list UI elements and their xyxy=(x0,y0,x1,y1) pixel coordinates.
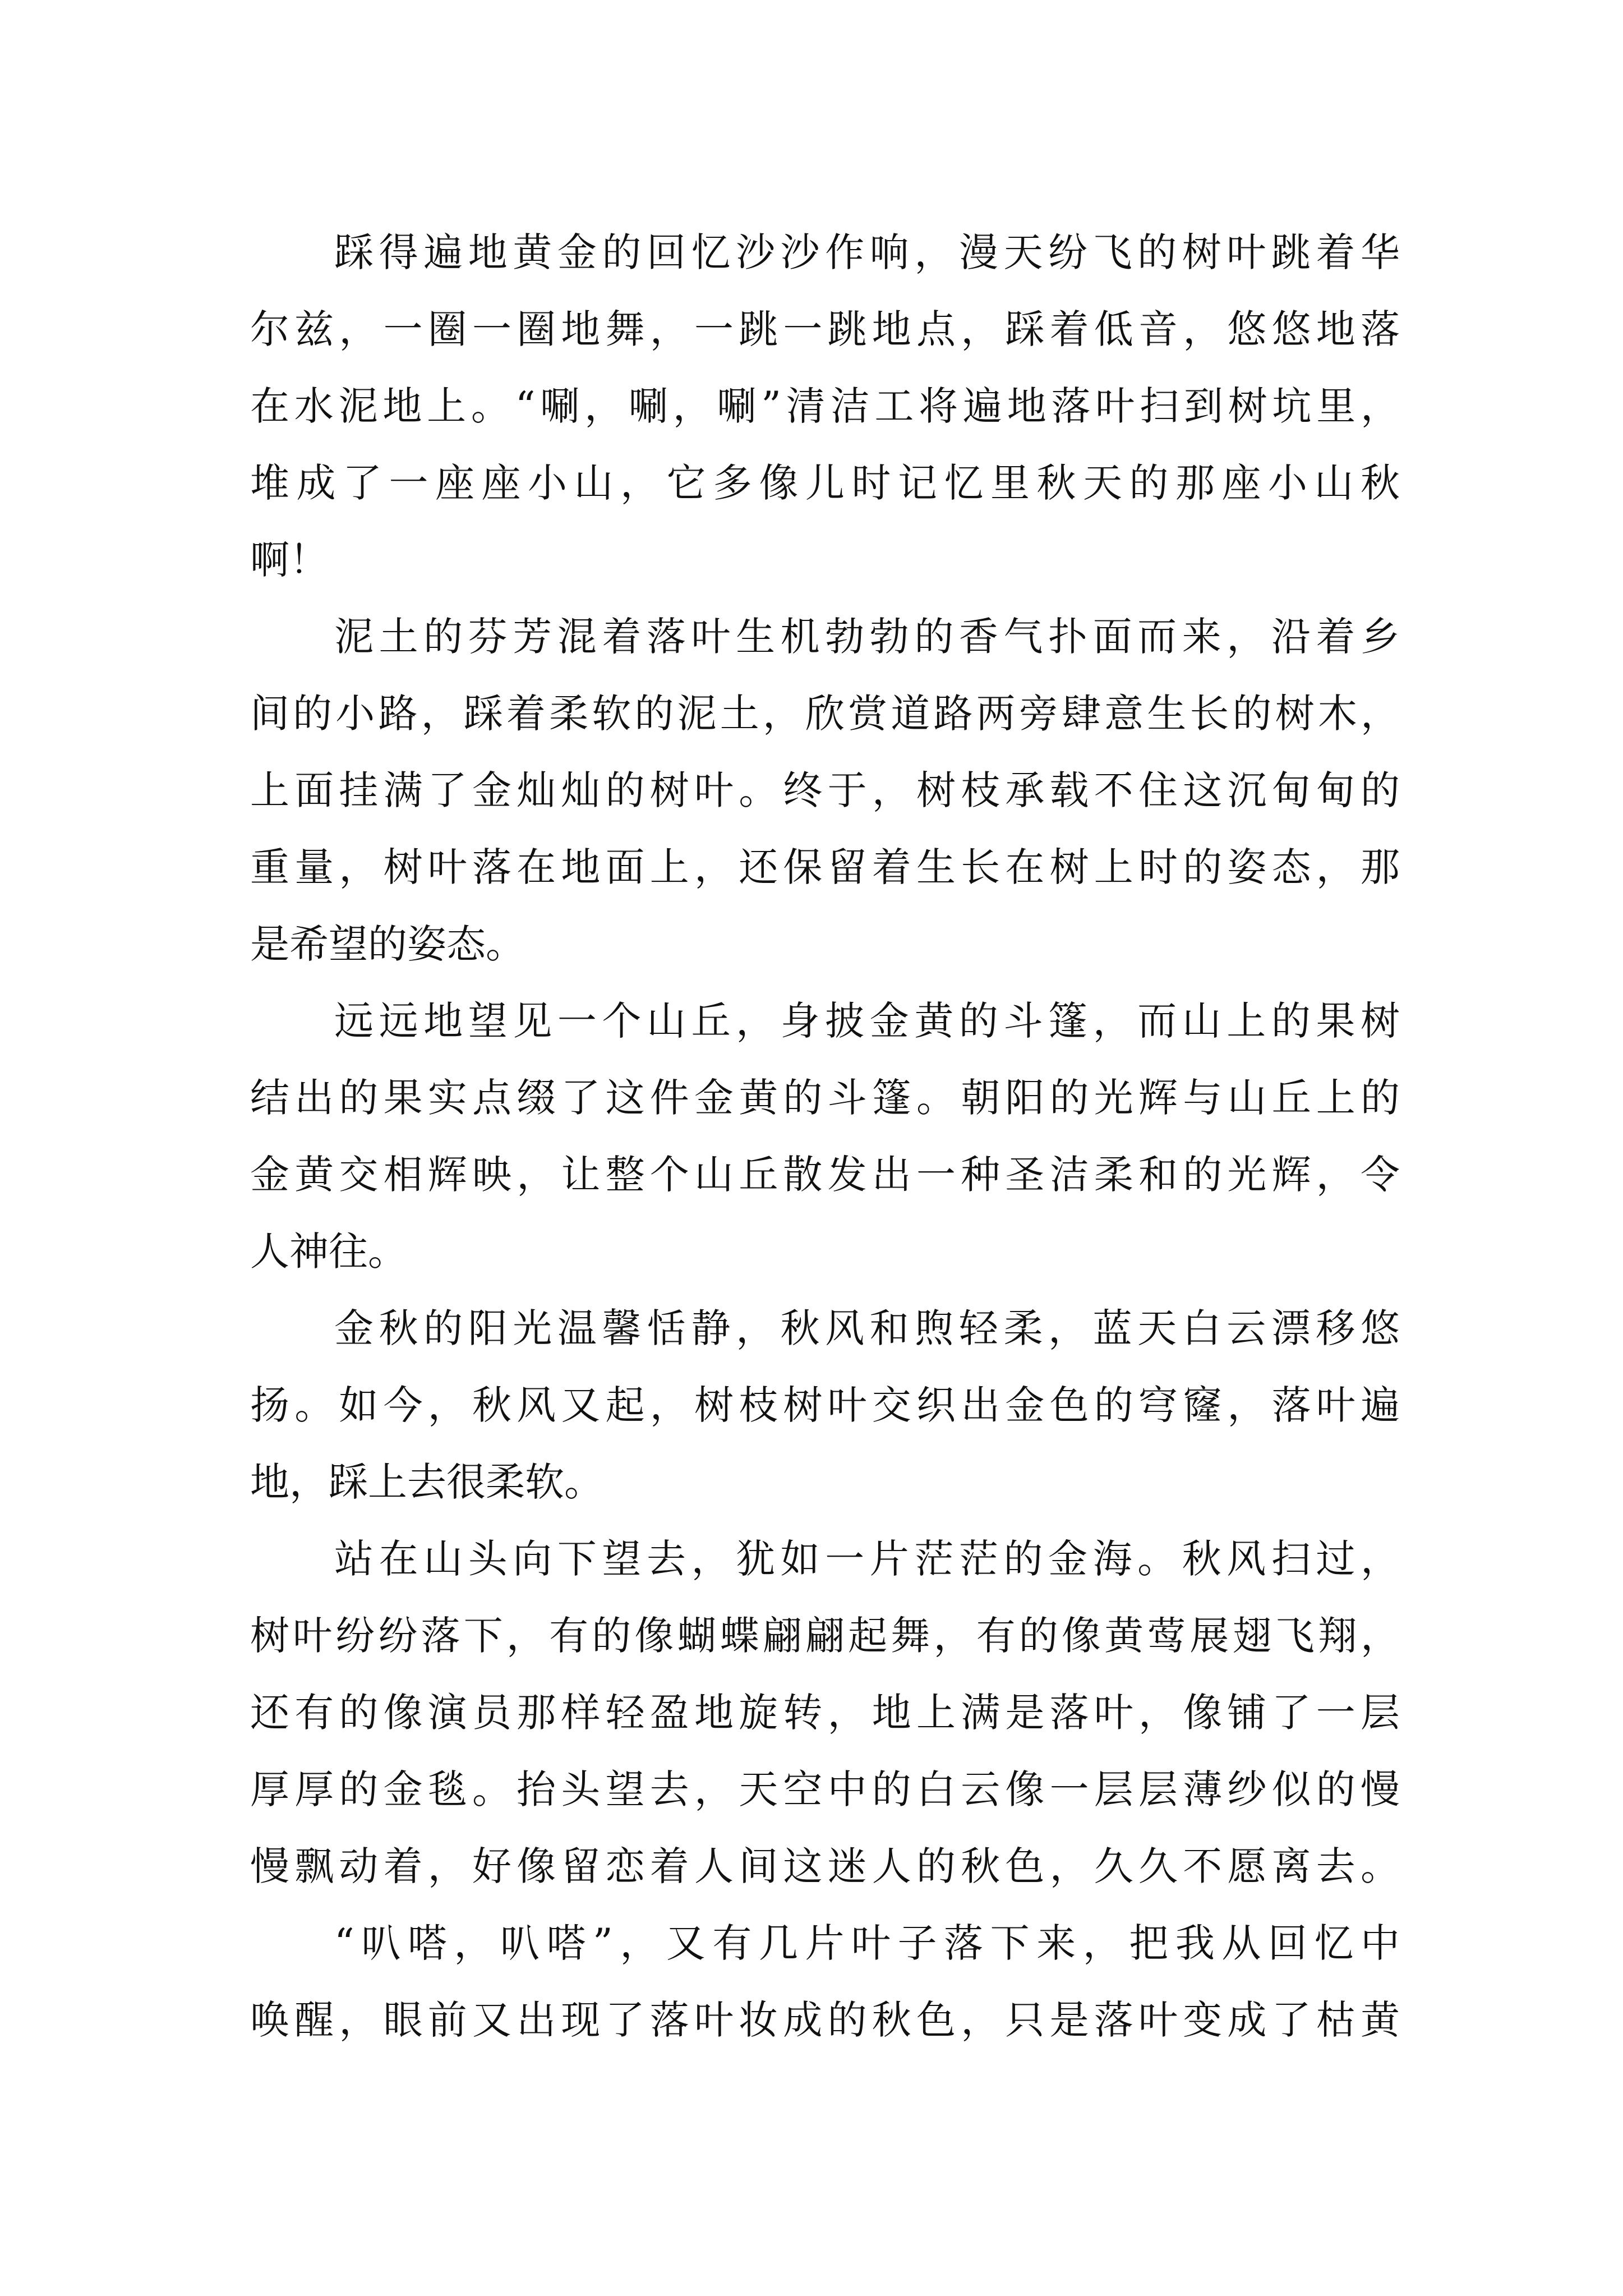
text-line: 堆成了一座座小山，它多像儿时记忆里秋天的那座小山秋 xyxy=(250,460,1400,506)
paragraph-2 xyxy=(250,599,1400,983)
text-line: 远远地望见一个山丘，身披金黄的斗篷，而山上的果树 xyxy=(334,998,1400,1044)
paragraph-6 xyxy=(250,1905,1400,2059)
text-line: 金黄交相辉映，让整个山丘散发出一种圣洁柔和的光辉，令 xyxy=(250,1152,1400,1198)
text-line: 重量，树叶落在地面上，还保留着生长在树上时的姿态，那 xyxy=(250,844,1400,890)
text-line: 还有的像演员那样轻盈地旋转，地上满是落叶，像铺了一层 xyxy=(250,1690,1400,1736)
text-line: 扬。如今，秋风又起，树枝树叶交织出金色的穹窿，落叶遍 xyxy=(250,1382,1400,1428)
paragraph-5 xyxy=(250,1521,1400,1905)
text-line: 上面挂满了金灿灿的树叶。终于，树枝承载不住这沉甸甸的 xyxy=(250,767,1400,813)
paragraph-1 xyxy=(250,214,1400,599)
text-line: 金秋的阳光温馨恬静，秋风和煦轻柔，蓝天白云漂移悠 xyxy=(334,1305,1400,1351)
paragraph-3 xyxy=(250,983,1400,1290)
text-line: 厚厚的金毯。抬头望去，天空中的白云像一层层薄纱似的慢 xyxy=(250,1766,1400,1812)
text-line: 树叶纷纷落下，有的像蝴蝶翩翩起舞，有的像黄莺展翅飞翔， xyxy=(250,1613,1400,1659)
text-line: 结出的果实点缀了这件金黄的斗篷。朝阳的光辉与山丘上的 xyxy=(250,1075,1400,1121)
text-line: 踩得遍地黄金的回忆沙沙作响，漫天纷飞的树叶跳着华 xyxy=(334,229,1400,275)
text-line: 泥土的芬芳混着落叶生机勃勃的香气扑面而来，沿着乡 xyxy=(334,614,1400,660)
text-line: 慢飘动着，好像留恋着人间这迷人的秋色，久久不愿离去。 xyxy=(250,1843,1400,1889)
paragraph-4 xyxy=(250,1290,1400,1521)
text-line: 啊！ xyxy=(250,537,329,583)
text-line: 是希望的姿态。 xyxy=(250,921,525,967)
text-line: 唤醒，眼前又出现了落叶妆成的秋色，只是落叶变成了枯黄 xyxy=(250,1997,1400,2043)
text-line: 在水泥地上。“唰，唰，唰”清洁工将遍地落叶扫到树坑里， xyxy=(250,383,1400,429)
text-line: 站在山头向下望去，犹如一片茫茫的金海。秋风扫过， xyxy=(334,1536,1400,1582)
text-line: 间的小路，踩着柔软的泥土，欣赏道路两旁肆意生长的树木， xyxy=(250,691,1400,737)
text-line: 人神往。 xyxy=(250,1228,407,1274)
document-body xyxy=(250,214,1400,2059)
text-line: “叭嗒，叭嗒”，又有几片叶子落下来，把我从回忆中 xyxy=(334,1920,1400,1966)
text-line: 地，踩上去很柔软。 xyxy=(250,1459,603,1505)
text-line: 尔兹，一圈一圈地舞，一跳一跳地点，踩着低音，悠悠地落 xyxy=(250,306,1400,352)
